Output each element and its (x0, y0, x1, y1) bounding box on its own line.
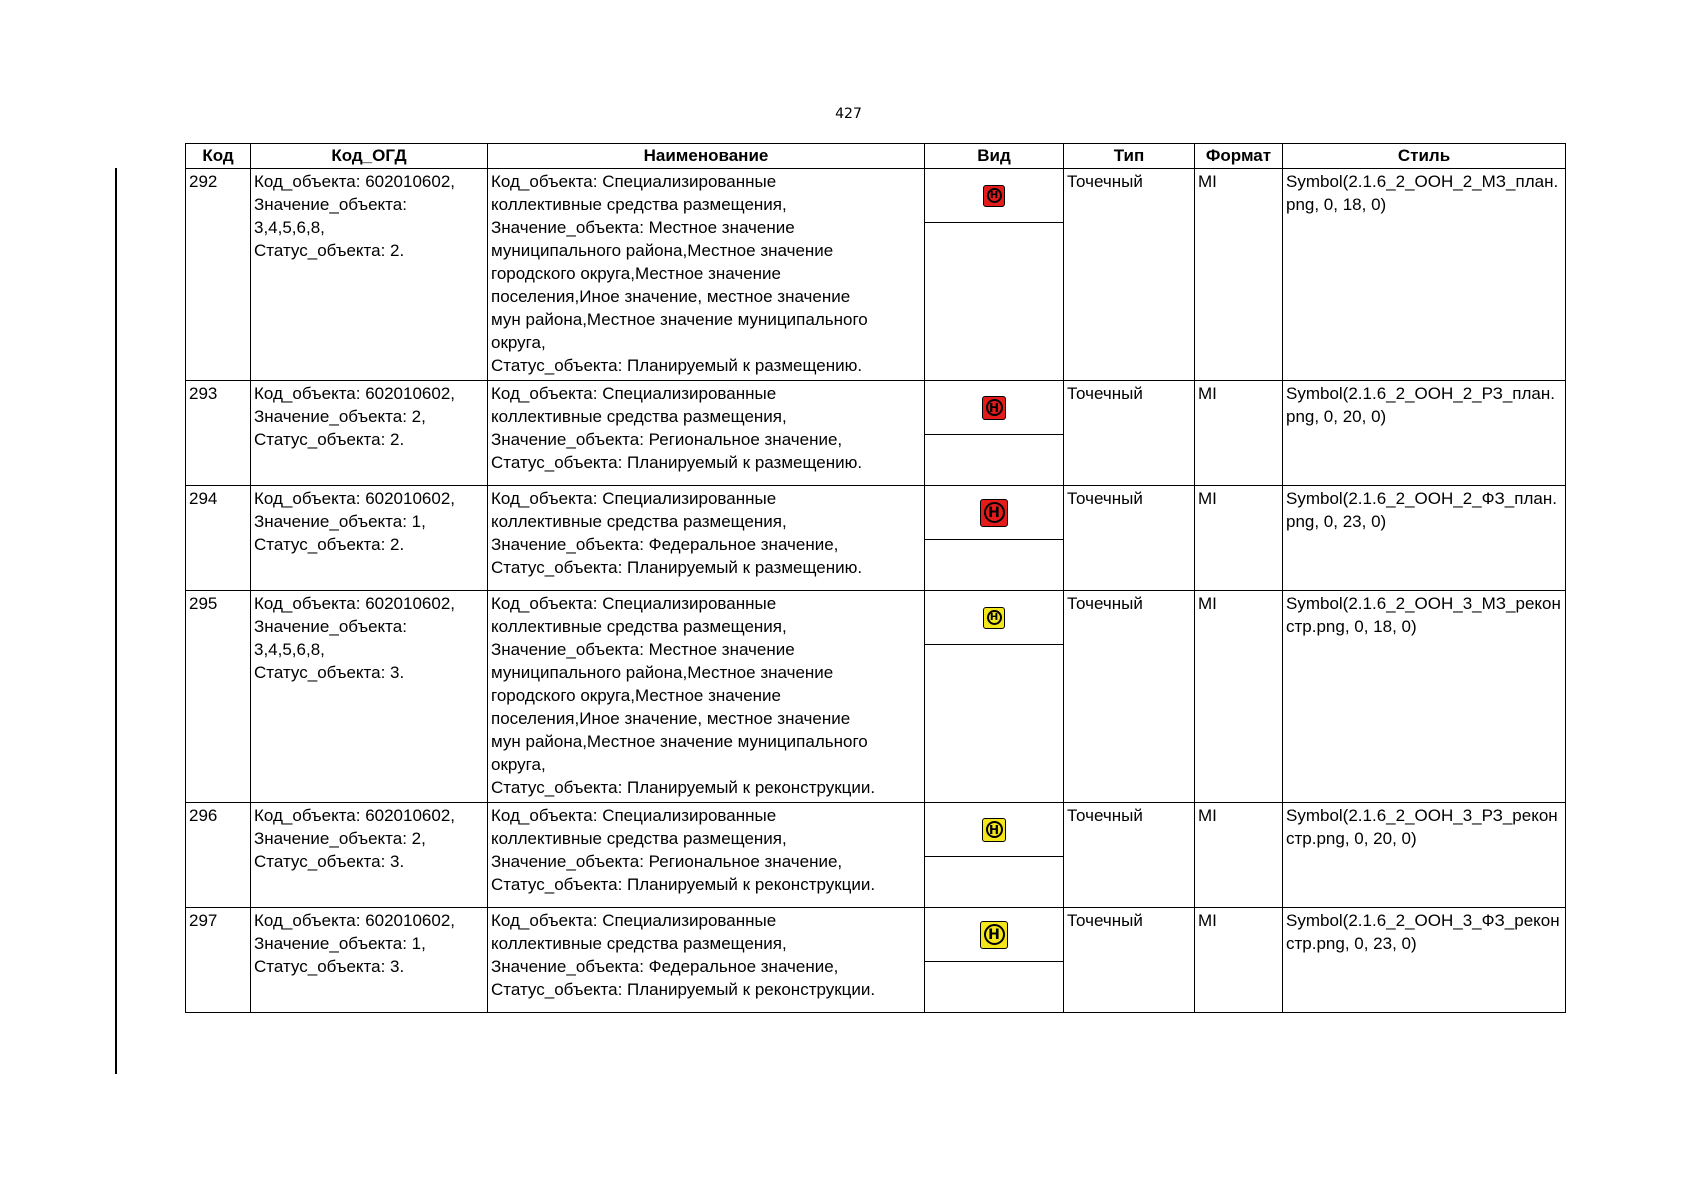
cell-name: Код_объекта: Специализированные коллективные средства размещения, Значение_объекта: Региональное значение, Статус_объекта: Планируемый к размещению. (488, 381, 925, 486)
cell-name: Код_объекта: Специализированные коллективные средства размещения, Значение_объекта: Местное значение муниципального района,Местное значение городского округа,Местное значение поселения,Иное значение, местное значение мун района,Местное значение муниципального округа, Статус_объекта: Планируемый к реконструкции. (488, 591, 925, 803)
hotel-sign-icon (983, 185, 1005, 207)
cell-kod-ogd: Код_объекта: 602010602, Значение_объекта: 2, Статус_объекта: 3. (251, 803, 488, 908)
cell-style: Symbol(2.1.6_2_ООН_2_ФЗ_план.png, 0, 23, 0) (1283, 486, 1566, 591)
table-row (186, 803, 1566, 908)
header-vid: Вид (925, 144, 1064, 169)
cell-name: Код_объекта: Специализированные коллективные средства размещения, Значение_объекта: Региональное значение, Статус_объекта: Планируемый к реконструкции. (488, 803, 925, 908)
cell-vid (925, 486, 1064, 591)
cell-type: Точечный (1064, 486, 1195, 591)
page-number: 427 (835, 106, 862, 122)
cell-kod-ogd: Код_объекта: 602010602, Значение_объекта: 1, Статус_объекта: 3. (251, 908, 488, 1013)
cell-type: Точечный (1064, 591, 1195, 803)
symbol-frame (925, 591, 1063, 645)
symbol-frame (925, 908, 1063, 962)
header-name: Наименование (488, 144, 925, 169)
cell-format: MI (1195, 486, 1283, 591)
symbol-frame (925, 169, 1063, 223)
cell-style: Symbol(2.1.6_2_ООН_2_РЗ_план.png, 0, 20, 0) (1283, 381, 1566, 486)
header-style: Стиль (1283, 144, 1566, 169)
cell-kod-ogd: Код_объекта: 602010602, Значение_объекта: 2, Статус_объекта: 2. (251, 381, 488, 486)
cell-name: Код_объекта: Специализированные коллективные средства размещения, Значение_объекта: Федеральное значение, Статус_объекта: Планируемый к размещению. (488, 486, 925, 591)
cell-kod-ogd: Код_объекта: 602010602, Значение_объекта: 1, Статус_объекта: 2. (251, 486, 488, 591)
sign-letter: Н (986, 399, 1003, 416)
cell-format: MI (1195, 908, 1283, 1013)
cell-kod: 296 (186, 803, 251, 908)
cell-type: Точечный (1064, 169, 1195, 381)
sign-letter: Н (984, 502, 1005, 523)
cell-vid (925, 381, 1064, 486)
header-format: Формат (1195, 144, 1283, 169)
header-kod-ogd: Код_ОГД (251, 144, 488, 169)
cell-style: Symbol(2.1.6_2_ООН_3_МЗ_реконстр.png, 0, 18, 0) (1283, 591, 1566, 803)
table-row (186, 591, 1566, 803)
sign-letter: Н (984, 924, 1005, 945)
table-row (186, 908, 1566, 1013)
cell-kod: 293 (186, 381, 251, 486)
cell-type: Точечный (1064, 381, 1195, 486)
cell-vid (925, 908, 1064, 1013)
cell-name: Код_объекта: Специализированные коллективные средства размещения, Значение_объекта: Местное значение муниципального района,Местное значение городского округа,Местное значение поселения,Иное значение, местное значение мун района,Местное значение муниципального округа, Статус_объекта: Планируемый к размещению. (488, 169, 925, 381)
symbol-frame (925, 486, 1063, 540)
table-row (186, 486, 1566, 591)
sign-letter: Н (987, 188, 1002, 203)
cell-kod-ogd: Код_объекта: 602010602, Значение_объекта: 3,4,5,6,8, Статус_объекта: 2. (251, 169, 488, 381)
margin-rule (115, 168, 117, 1074)
hotel-sign-icon (983, 607, 1005, 629)
style-table (185, 143, 1566, 1013)
table-row (186, 381, 1566, 486)
table-row (186, 169, 1566, 381)
cell-vid (925, 591, 1064, 803)
cell-kod: 295 (186, 591, 251, 803)
cell-kod-ogd: Код_объекта: 602010602, Значение_объекта: 3,4,5,6,8, Статус_объекта: 3. (251, 591, 488, 803)
hotel-sign-icon (982, 396, 1006, 420)
header-type: Тип (1064, 144, 1195, 169)
cell-format: MI (1195, 591, 1283, 803)
header-row (186, 144, 1566, 169)
symbol-frame (925, 803, 1063, 857)
sign-letter: Н (987, 610, 1002, 625)
cell-name: Код_объекта: Специализированные коллективные средства размещения, Значение_объекта: Федеральное значение, Статус_объекта: Планируемый к реконструкции. (488, 908, 925, 1013)
cell-type: Точечный (1064, 803, 1195, 908)
sign-letter: Н (986, 821, 1003, 838)
cell-type: Точечный (1064, 908, 1195, 1013)
cell-style: Symbol(2.1.6_2_ООН_2_МЗ_план.png, 0, 18, 0) (1283, 169, 1566, 381)
header-kod: Код (186, 144, 251, 169)
cell-format: MI (1195, 803, 1283, 908)
cell-format: MI (1195, 381, 1283, 486)
cell-vid (925, 169, 1064, 381)
cell-kod: 294 (186, 486, 251, 591)
cell-kod: 297 (186, 908, 251, 1013)
hotel-sign-icon (982, 818, 1006, 842)
hotel-sign-icon (980, 499, 1008, 527)
cell-vid (925, 803, 1064, 908)
cell-style: Symbol(2.1.6_2_ООН_3_ФЗ_реконстр.png, 0, 23, 0) (1283, 908, 1566, 1013)
cell-style: Symbol(2.1.6_2_ООН_3_РЗ_реконстр.png, 0, 20, 0) (1283, 803, 1566, 908)
symbol-frame (925, 381, 1063, 435)
hotel-sign-icon (980, 921, 1008, 949)
cell-kod: 292 (186, 169, 251, 381)
cell-format: MI (1195, 169, 1283, 381)
